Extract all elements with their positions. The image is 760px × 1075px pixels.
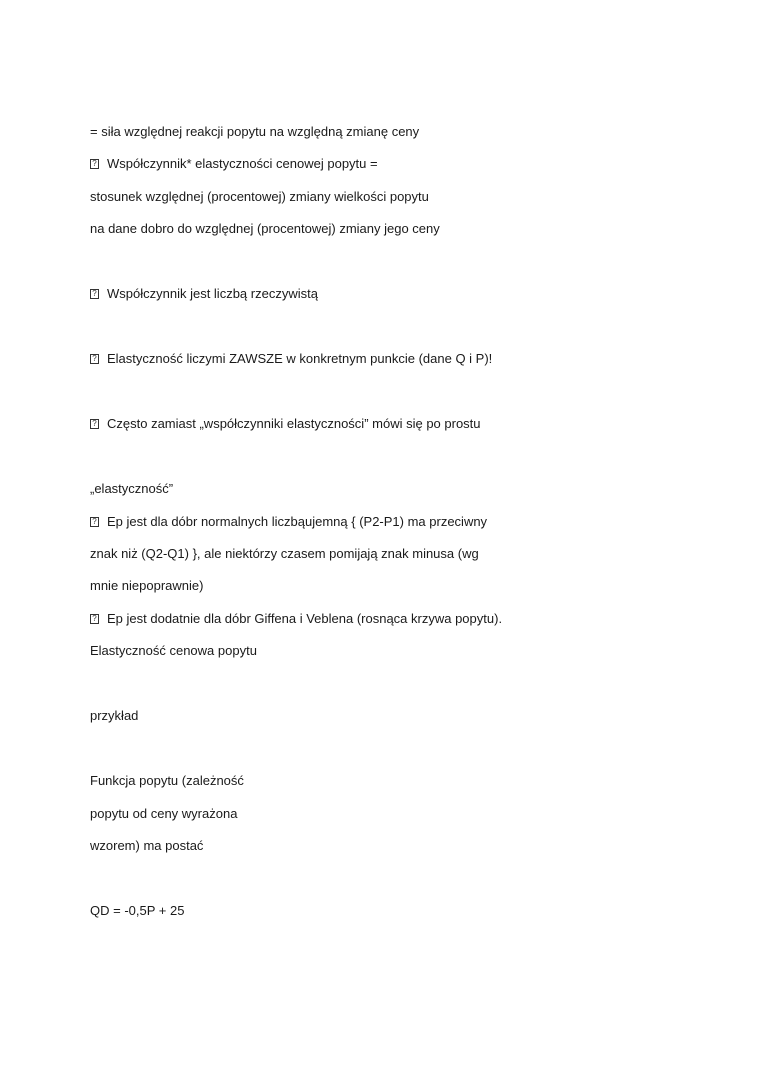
line-text: „elastyczność” xyxy=(90,481,174,496)
missing-glyph-bullet-icon xyxy=(90,289,99,299)
missing-glyph-bullet-icon xyxy=(90,159,99,169)
text-line xyxy=(90,773,244,789)
line-text: Współczynnik jest liczbą rzeczywistą xyxy=(107,286,318,301)
line-text: przykład xyxy=(90,708,139,723)
missing-glyph-bullet-icon xyxy=(90,517,99,527)
line-text: mnie niepoprawnie) xyxy=(90,578,204,593)
line-text: Współczynnik* elastyczności cenowej popytu = xyxy=(107,156,378,171)
bullet-line xyxy=(90,156,378,172)
line-text: Ep jest dla dóbr normalnych liczbąujemną { (P2-P1) ma przeciwny xyxy=(107,514,488,529)
text-line xyxy=(90,838,203,854)
line-text: Ep jest dodatnie dla dóbr Giffena i Veblena (rosnąca krzywa popytu). xyxy=(107,611,503,626)
line-text: stosunek względnej (procentowej) zmiany wielkości popytu xyxy=(90,189,429,204)
text-line xyxy=(90,124,419,140)
missing-glyph-bullet-icon xyxy=(90,419,99,429)
line-text: na dane dobro do względnej (procentowej) zmiany jego ceny xyxy=(90,221,440,236)
missing-glyph-bullet-icon xyxy=(90,614,99,624)
line-text: Elastyczność liczymi ZAWSZE w konkretnym punkcie (dane Q i P)! xyxy=(107,351,493,366)
bullet-line xyxy=(90,286,318,302)
bullet-line xyxy=(90,514,487,530)
text-line xyxy=(90,708,138,724)
text-line xyxy=(90,189,429,205)
bullet-line xyxy=(90,351,492,367)
bullet-line xyxy=(90,416,481,432)
text-line xyxy=(90,903,184,919)
line-text: Elastyczność cenowa popytu xyxy=(90,643,257,658)
text-line xyxy=(90,221,440,237)
missing-glyph-bullet-icon xyxy=(90,354,99,364)
text-line xyxy=(90,578,203,594)
line-text: znak niż (Q2-Q1) }, ale niektórzy czasem pomijają znak minusa (wg xyxy=(90,546,479,561)
line-text: Często zamiast „współczynniki elastyczności” mówi się po prostu xyxy=(107,416,481,431)
line-text: = siła względnej reakcji popytu na względną zmianę ceny xyxy=(90,124,420,139)
line-text: popytu od ceny wyrażona xyxy=(90,806,238,821)
text-line xyxy=(90,643,257,659)
text-line xyxy=(90,806,237,822)
bullet-line xyxy=(90,611,502,627)
line-text: QD = -0,5P + 25 xyxy=(90,903,185,918)
line-text: wzorem) ma postać xyxy=(90,838,204,853)
text-line xyxy=(90,546,479,562)
text-line xyxy=(90,481,173,497)
line-text: Funkcja popytu (zależność xyxy=(90,773,244,788)
